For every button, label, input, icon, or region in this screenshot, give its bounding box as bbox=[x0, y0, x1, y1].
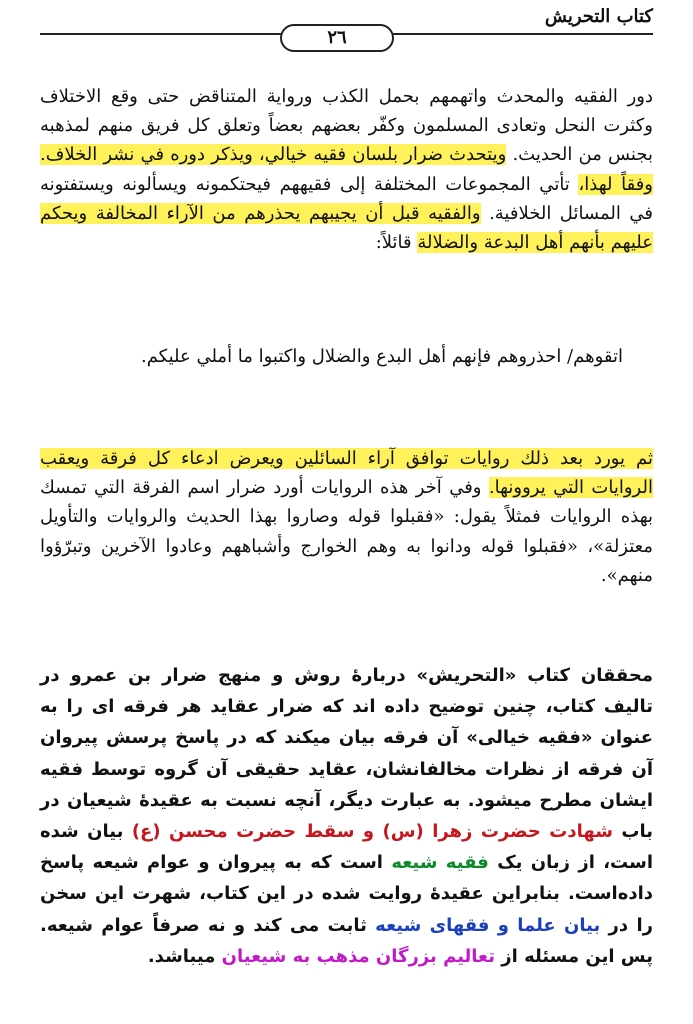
red-text: شهادت حضرت زهرا (س) و سقط حضرت محسن (ع) bbox=[131, 821, 613, 843]
highlighted-text: ثم يورد بعد ذلك روايات توافق آراء السائلين ويعرض ادعاء كل فرقة ويعقب الروايات التي يروونها. bbox=[40, 448, 653, 499]
book-title: كتاب التحريش bbox=[544, 6, 653, 27]
page-header bbox=[0, 0, 693, 70]
persian-text: ثابت می کند و نه صرفاً عوام شیعه. پس این مسئله از bbox=[40, 914, 653, 967]
arabic-paragraph-2 bbox=[40, 444, 653, 590]
persian-text: محققان کتاب «التحریش» دربارهٔ روش و منهج ضرار بن عمرو در تالیف کتاب، چنین توضیح داده اند که ضرار عقاید هر فرقه ای را به عنوان «فقیه خیالی» آن فرقه بیان میکند که در پاسخ پرسش پیروان آن فرقه از نظرات مخالفانشان، عقاید حقیقی آن گروه توسط فقیه ایشان مطرح میشود. به عبارت دیگر، آنچه نسبت به عقیدهٔ شیعیان در باب bbox=[40, 665, 653, 843]
blue-text: بیان علما و فقهای شیعه bbox=[375, 914, 601, 936]
magenta-text: تعالیم بزرگان مذهب به شیعیان bbox=[221, 945, 495, 967]
persian-commentary bbox=[40, 660, 653, 972]
persian-text: میباشد. bbox=[147, 945, 216, 967]
highlighted-text: والفقيه قبل أن يجيبهم يحذرهم من الآراء المخالفة ويحكم عليهم بأنهم أهل البدعة والضلالة bbox=[40, 202, 653, 254]
arabic-text: وفي آخر هذه الروايات أورد ضرار اسم الفرقة التي تمسك بهذه الروايات فمثلاً يقول: «فقبلوا قوله وصاروا بهذا الحديث والروايات والتأويل معتزلة»، «فقبلوا قوله ودانوا به وهم الخوارج وأشباههم وعادوا الآخرين وتبرّؤوا منهم». bbox=[40, 477, 653, 586]
arabic-quote: اتقوهم/ احذروهم فإنهم أهل البدع والضلال واكتبوا ما أملي عليكم. bbox=[140, 346, 623, 367]
persian-text: بیان شده است، از زبان یک bbox=[40, 821, 653, 874]
persian-text: است که به پیروان و عوام شیعه پاسخ داده‌است. بنابراین عقیدهٔ روایت شده در این کتاب، شهرت این سخن را در bbox=[40, 852, 653, 936]
arabic-text: تأتي المجموعات المختلفة إلى فقيههم فيحتكمونه ويسألونه ويستفتونه في المسائل الخلافية. bbox=[40, 173, 653, 224]
arabic-text: دور الفقيه والمحدث واتهمهم بحمل الكذب ورواية المتناقض حتى وقع الاختلاف وكثرت النحل وتعادى المسلمون وكفّر بعضهم بعضاً وتعلق كل فريق منهم لمذهبه بجنس من الحديث. bbox=[40, 86, 653, 166]
highlighted-text: ويتحدث ضرار بلسان فقيه خيالي، ويذكر دوره في نشر الخلاف. وفقاً لهذا، bbox=[40, 144, 653, 195]
green-text: فقیه شیعه bbox=[391, 852, 489, 874]
arabic-paragraph-1 bbox=[40, 82, 653, 257]
arabic-text: قائلاً: bbox=[375, 232, 412, 254]
page-number: ٢٦ bbox=[280, 24, 394, 52]
